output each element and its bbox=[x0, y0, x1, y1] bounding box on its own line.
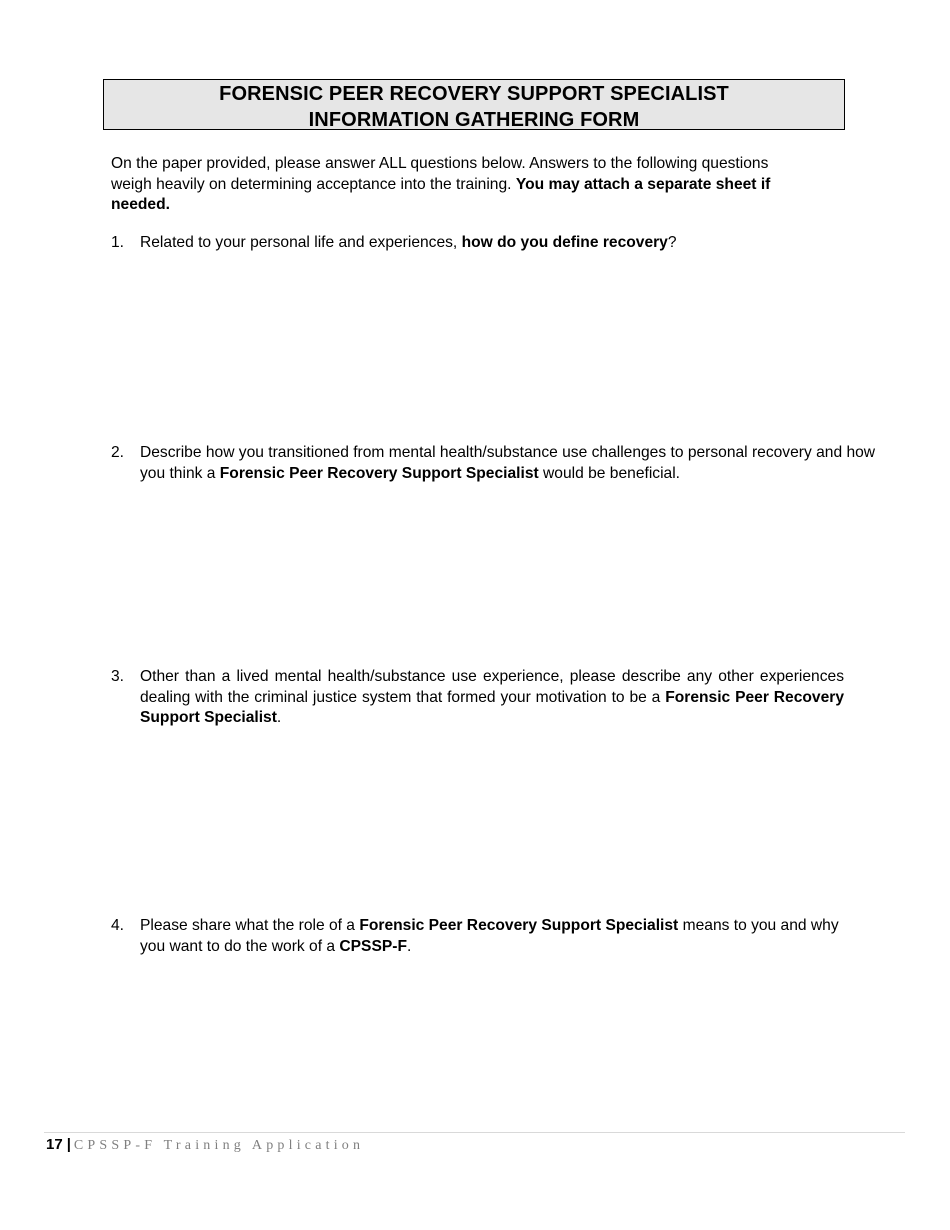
page-number: 17 bbox=[46, 1136, 63, 1153]
question-text-part: Describe how you transitioned from mental health/substance use challenges to personal recovery and how you think a bbox=[140, 444, 876, 482]
intro-text: On the paper provided, please answer ALL questions below. Answers to the following questions weigh heavily on determining acceptance into the training. bbox=[111, 155, 769, 193]
form-title-box bbox=[103, 79, 845, 130]
footer-document-title: CPSSP-F Training Application bbox=[73, 1138, 365, 1153]
question-text-part: Other than a lived mental health/substance use experience, please describe any other experiences dealing with the criminal justice system that formed your motivation to be a bbox=[140, 668, 844, 706]
form-title-line-2: INFORMATION GATHERING FORM bbox=[308, 109, 640, 131]
question-text-part: would be beneficial. bbox=[543, 464, 681, 482]
question-text-part: . bbox=[406, 937, 412, 955]
question-text-bold: Forensic Peer Recovery Support Specialist bbox=[140, 688, 844, 726]
question-4 bbox=[111, 916, 881, 957]
form-title-line-1: FORENSIC PEER RECOVERY SUPPORT SPECIALIST bbox=[219, 83, 729, 105]
question-1 bbox=[111, 233, 881, 254]
question-text-part: Please share what the role of a bbox=[140, 917, 355, 934]
question-text-part: means to you and why you want to do the work of a bbox=[140, 917, 839, 955]
question-text bbox=[140, 916, 845, 957]
footer-separator: | bbox=[66, 1136, 71, 1153]
question-text-part: . bbox=[276, 709, 282, 726]
page-footer bbox=[46, 1135, 364, 1156]
question-text-bold: how do you define recovery bbox=[461, 234, 668, 251]
question-text-part: Related to your personal life and experiences, bbox=[140, 234, 458, 251]
question-number: 4. bbox=[111, 917, 125, 934]
footer-divider bbox=[44, 1132, 905, 1133]
question-text bbox=[140, 667, 844, 729]
question-2 bbox=[111, 443, 881, 484]
question-text bbox=[140, 443, 881, 484]
question-number: 3. bbox=[111, 668, 125, 685]
question-text-bold: Forensic Peer Recovery Support Specialist bbox=[219, 464, 539, 482]
question-text-part: ? bbox=[667, 234, 677, 251]
intro-bold-note: You may attach a separate sheet if needed. bbox=[111, 175, 771, 213]
question-number: 2. bbox=[111, 444, 125, 461]
question-text-bold: Forensic Peer Recovery Support Specialist bbox=[359, 917, 679, 934]
question-number: 1. bbox=[111, 234, 125, 251]
question-3 bbox=[111, 667, 881, 729]
question-text-bold: CPSSP-F bbox=[339, 937, 407, 955]
question-text bbox=[140, 233, 881, 254]
intro-paragraph bbox=[111, 154, 801, 216]
